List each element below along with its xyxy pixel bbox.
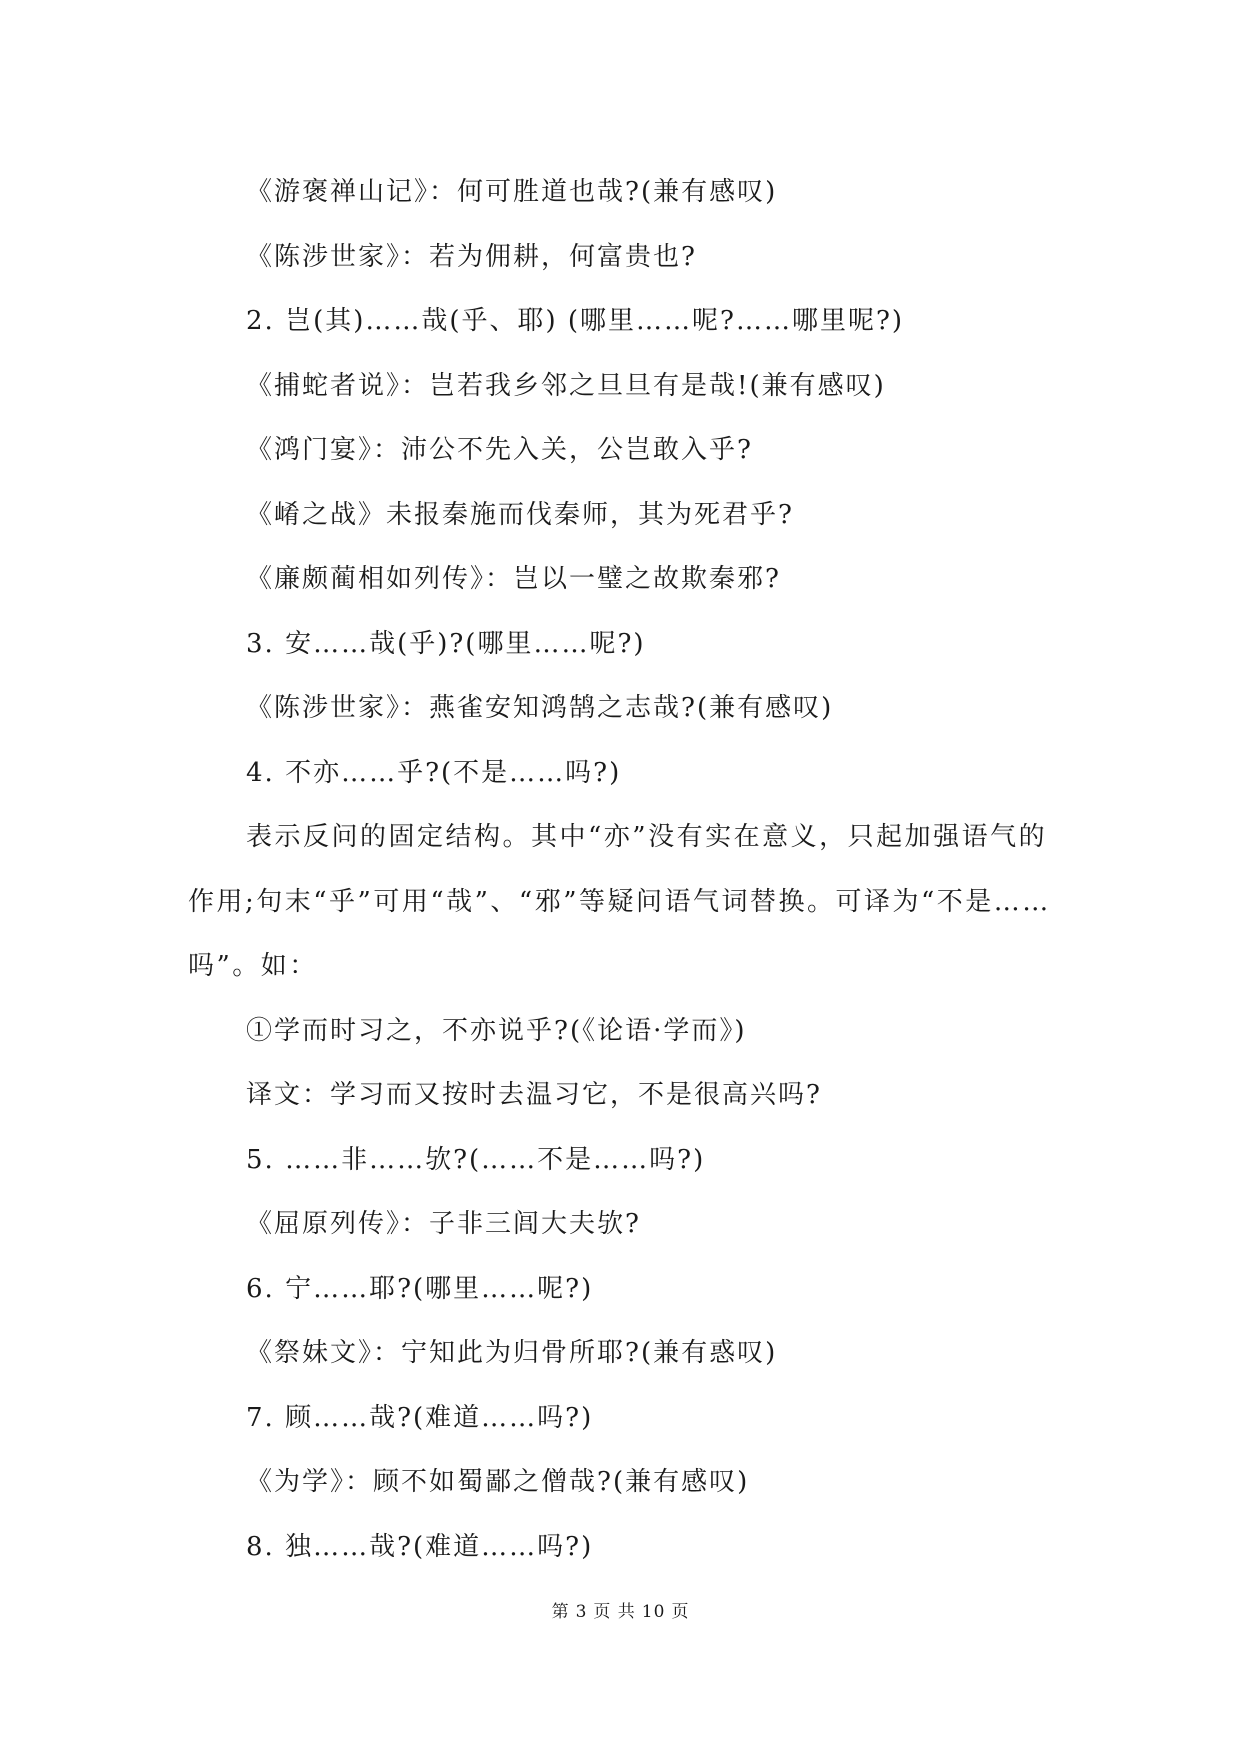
section-heading: 2. 岂(其)……哉(乎、耶) (哪里……呢?……哪里呢?) [246,306,905,336]
footer-middle: 页 共 [593,1602,636,1622]
page-total: 10 [641,1602,666,1622]
text-line: 《陈涉世家》：若为佣耕，何富贵也? [246,241,697,272]
explanation-paragraph: 表示反问的固定结构。其中“亦”没有实在意义，只起加强语气的作用;句末“乎”可用“哉”、“邪”等疑问语气词替换。可译为“不是……吗”。如： [188,822,1051,981]
page-footer [0,1597,1241,1622]
section-heading: 8. 独……哉?(难道……吗?) [246,1531,594,1562]
text-line: 《崤之战》未报秦施而伐秦师，其为死君乎? [246,499,794,530]
text-line: 译文：学习而又按时去温习它，不是很高兴吗? [246,1080,822,1110]
text-line: 《捕蛇者说》：岂若我乡邻之旦旦有是哉!(兼有感叹) [246,370,886,401]
text-line: 《陈涉世家》：燕雀安知鸿鹄之志哉?(兼有感叹) [246,693,834,723]
footer-prefix: 第 [551,1602,570,1622]
section-heading: 7. 顾……哉?(难道……吗?) [246,1402,594,1433]
document-body [188,160,1058,1579]
text-line: ①学而时习之，不亦说乎?(《论语·学而》) [246,1015,747,1046]
text-line: 《廉颇蔺相如列传》：岂以一璧之故欺秦邪? [246,564,781,594]
footer-suffix: 页 [671,1602,690,1622]
section-heading: 4. 不亦……乎?(不是……吗?) [246,757,622,788]
section-heading: 6. 宁……耶?(哪里……呢?) [246,1273,594,1304]
text-line: 《屈原列传》：子非三闾大夫欤? [246,1209,641,1239]
page-number: 3 [575,1602,588,1622]
text-line: 《为学》：顾不如蜀鄙之僧哉?(兼有感叹) [246,1467,750,1497]
section-heading: 3. 安……哉(乎)?(哪里……呢?) [246,628,646,659]
text-line: 《祭妹文》：宁知此为归骨所耶?(兼有惑叹) [246,1338,778,1368]
text-line: 《鸿门宴》：沛公不先入关，公岂敢入乎? [246,435,753,465]
section-heading: 5. ……非……欤?(……不是……吗?) [246,1144,706,1175]
text-line: 《游褒禅山记》：何可胜道也哉?(兼有感叹) [246,177,778,207]
